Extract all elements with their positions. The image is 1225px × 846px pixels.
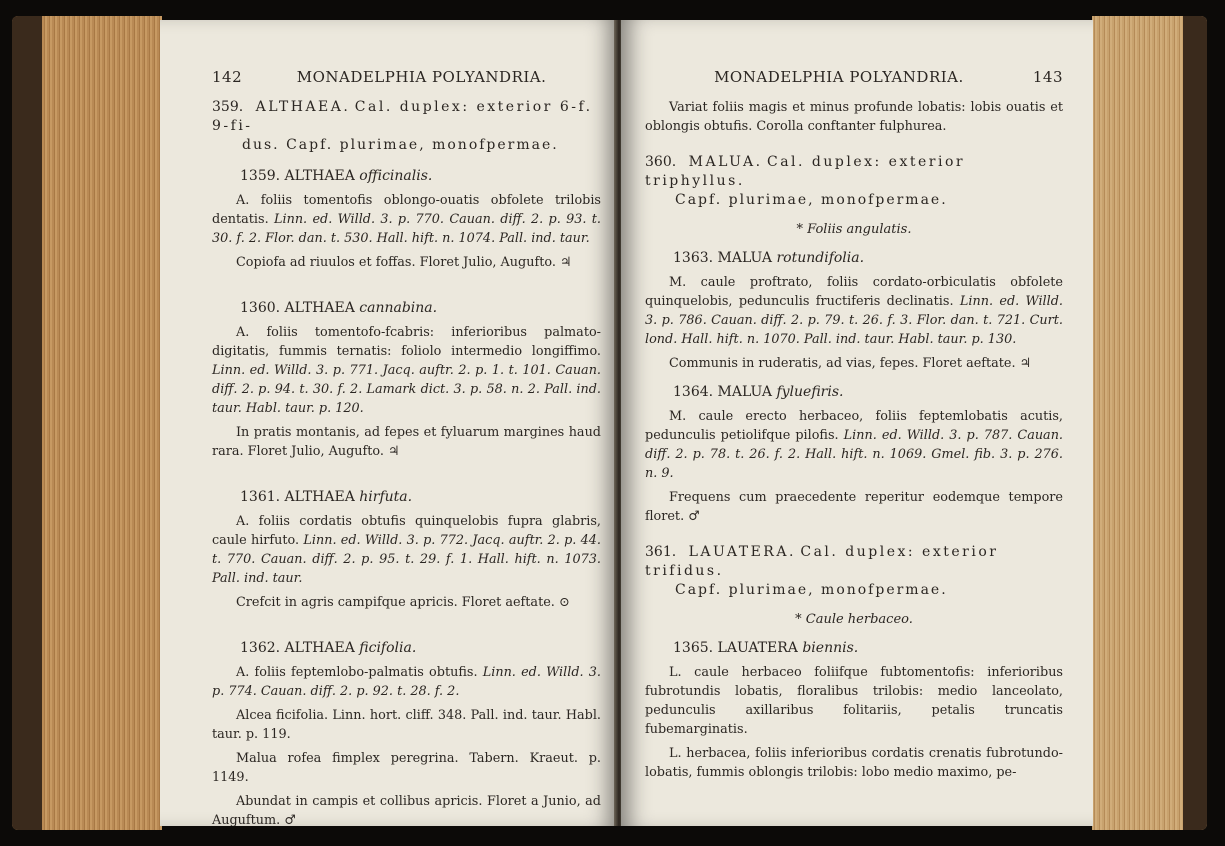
left-running-head — [212, 68, 601, 86]
section-heading-caule: * Caule herbaceo. — [795, 612, 913, 627]
species-number: 1360. — [240, 300, 281, 316]
species-number: 1364. — [673, 384, 714, 400]
references: Linn. ed. Willd. 3. p. 786. Cauan. diff. 2. p. 79. t. 26. f. 3. Flor. dan. t. 721. Curt. lond. Hall. hift. n. 1070. Pall. ind. taur. Habl. taur. p. 130. — [645, 294, 1063, 347]
species-description — [212, 512, 601, 588]
diagnosis: M. caule proftrato, foliis cordato-orbiculatis obfolete quinquelobis, pedunculis fructiferis declinatis. — [645, 275, 1063, 309]
species-genus: ALTHAEA — [284, 489, 355, 505]
genus-char-line2: Capf. plurimae, monofpermae. — [675, 582, 948, 598]
genus-number: 361. — [645, 544, 677, 560]
right-page-number: 143 — [1032, 68, 1063, 86]
genus-number: 360. — [645, 154, 677, 170]
references: Linn. ed. Willd. 3. p. 787. Cauan. diff. 2. p. 78. t. 26. f. 2. Hall. hift. n. 1069. Gmel. fib. 3. p. 276. n. 9. — [645, 428, 1063, 481]
species-epithet: officinalis. — [359, 168, 433, 184]
species-number: 1362. — [240, 640, 281, 656]
genus-name: ALTHAEA. — [255, 99, 351, 115]
species-habitat — [645, 488, 1063, 526]
species-title-1360 — [212, 299, 601, 318]
species-habitat — [645, 354, 1063, 373]
species-habitat — [212, 423, 601, 461]
species-description: L. caule herbaceo foliifque fubtomentofis: inferioribus fubrotundis lobatis, floralibus trilobis: medio lanceolato, pedunculis axillaribus folitariis, petalis truncatis fubemarginatis. — [645, 665, 1063, 737]
perennial-symbol-icon: ♃ — [559, 255, 572, 270]
species-description — [212, 323, 601, 418]
species-epithet: hirfuta. — [359, 489, 413, 505]
right-page-edges — [1092, 16, 1207, 830]
biennial-symbol-icon: ♂ — [284, 813, 296, 826]
genus-char-line1: Cal. duplex: exterior triphyllus. — [645, 154, 966, 189]
references: Linn. ed. Willd. 3. p. 771. Jacq. auftr. 2. p. 1. t. 101. Cauan. diff. 2. p. 94. t. 30. f. 2. Lamark dict. 3. p. 58. n. 2. Pall. ind. taur. Habl. taur. p. 120. — [212, 363, 601, 416]
left-page-edges — [12, 16, 162, 830]
perennial-symbol-icon: ♃ — [388, 444, 400, 459]
species-genus: LAUATERA — [717, 640, 798, 656]
species-title-1359 — [212, 167, 601, 186]
genus-malua — [645, 153, 1063, 210]
left-running-title: MONADELPHIA POLYANDRIA. — [296, 68, 547, 86]
synonym-alcea: Alcea ficifolia. Linn. hort. cliff. 348. Pall. ind. taur. Habl. taur. p. 119. — [212, 708, 601, 742]
references: Linn. ed. Willd. 3. p. 774. Cauan. diff. 2. p. 92. t. 28. f. 2. — [212, 665, 601, 699]
species-epithet: cannabina. — [359, 300, 438, 316]
species-habitat — [212, 593, 601, 612]
species-number: 1359. — [240, 168, 281, 184]
habitat-text: Crefcit in agris campifque apricis. Floret aeftate. — [236, 595, 555, 610]
species-description — [212, 191, 601, 248]
species-genus: ALTHAEA — [284, 640, 355, 656]
species-genus: ALTHAEA — [284, 300, 355, 316]
right-page — [621, 20, 1093, 826]
genus-name: LAUATERA. — [688, 544, 796, 560]
species-genus: MALUA — [717, 384, 773, 400]
synonym-malua: Malua rofea fimplex peregrina. Tabern. Kraeut. p. 1149. — [212, 751, 601, 785]
species-title-1362 — [212, 639, 601, 658]
habitat-text: In pratis montanis, ad fepes et fyluarum margines haud rara. Floret Julio, Augufto. — [212, 425, 601, 459]
species-genus: ALTHAEA — [284, 168, 355, 184]
species-title-1365 — [645, 639, 1063, 658]
references: Linn. ed. Willd. 3. p. 772. Jacq. auftr. 2. p. 44. t. 770. Cauan. diff. 2. p. 95. t. 29. f. 1. Hall. hift. n. 1073. Pall. ind. taur. — [212, 533, 601, 586]
genus-number: 359. — [212, 99, 244, 115]
section-heading-foliis: * Foliis angulatis. — [796, 222, 912, 237]
species-description — [645, 273, 1063, 349]
habitat-text: Copiofa ad riuulos et foffas. Floret Julio, Augufto. — [236, 255, 556, 270]
continuation-text: Variat foliis magis et minus profunde lobatis: lobis ouatis et oblongis obtufis. Corolla conftanter fulphurea. — [645, 100, 1063, 134]
species-number: 1361. — [240, 489, 281, 505]
species-title-1364 — [645, 383, 1063, 402]
right-running-head — [645, 68, 1063, 86]
species-number: 1363. — [673, 250, 714, 266]
species-title-1363 — [645, 249, 1063, 268]
genus-althaea — [212, 98, 601, 155]
diagnosis: A. foliis cordatis obtufis quinquelobis fupra glabris, caule hirfuto. — [212, 514, 601, 548]
genus-char-line2: Capf. plurimae, monofpermae. — [675, 192, 948, 208]
species-title-1361 — [212, 488, 601, 507]
diagnosis: A. foliis tomentofis oblongo-ouatis obfolete trilobis dentatis. — [212, 193, 601, 227]
species-epithet: fyluefiris. — [776, 384, 844, 400]
genus-char-line1: Cal. duplex: exterior 6-f. 9-fi- — [212, 99, 593, 134]
species-epithet: ficifolia. — [359, 640, 417, 656]
perennial-symbol-icon: ♃ — [1019, 356, 1032, 371]
genus-char-line1: Cal. duplex: exterior trifidus. — [645, 544, 999, 579]
diagnosis: A. foliis feptemlobo-palmatis obtufis. — [236, 665, 478, 680]
species-description — [212, 663, 601, 701]
diagnosis: A. foliis tomentofo-fcabris: inferioribus palmato-digitatis, fummis ternatis: foliolo intermedio longiffimo. — [212, 325, 601, 359]
species-epithet: rotundifolia. — [776, 250, 865, 266]
habitat-text: Communis in ruderatis, ad vias, fepes. Floret aeftate. — [669, 356, 1016, 371]
species-description-alt: L. herbacea, foliis inferioribus cordatis crenatis fubrotundo-lobatis, fummis oblongis trilobis: lobo medio maximo, pe- — [645, 746, 1063, 780]
left-page — [160, 20, 617, 826]
biennial-symbol-icon: ♂ — [688, 509, 700, 524]
diagnosis: M. caule erecto herbaceo, foliis feptemlobatis acutis, pedunculis petiolifque pilofis. — [645, 409, 1063, 443]
species-habitat — [212, 792, 601, 826]
species-description — [645, 407, 1063, 483]
references: Linn. ed. Willd. 3. p. 770. Cauan. diff. 2. p. 93. t. 30. f. 2. Flor. dan. t. 530. Hall. hift. n. 1074. Pall. ind. taur. — [212, 212, 601, 246]
right-cover — [1183, 16, 1207, 830]
species-genus: MALUA — [717, 250, 773, 266]
left-page-number: 142 — [212, 68, 243, 86]
genus-char-line2: dus. Capf. plurimae, monofpermae. — [242, 137, 559, 153]
habitat-text: Frequens cum praecedente reperitur eodemque tempore floret. — [645, 490, 1063, 524]
left-cover — [12, 16, 42, 830]
species-number: 1365. — [673, 640, 714, 656]
habitat-text: Abundat in campis et collibus apricis. Floret a Junio, ad Auguftum. — [212, 794, 601, 826]
species-epithet: biennis. — [802, 640, 859, 656]
genus-name: MALUA. — [688, 154, 763, 170]
genus-lauatera — [645, 543, 1063, 600]
right-running-title: MONADELPHIA POLYANDRIA. — [714, 68, 964, 86]
annual-symbol-icon: ⊙ — [558, 595, 570, 610]
species-habitat — [212, 253, 601, 272]
